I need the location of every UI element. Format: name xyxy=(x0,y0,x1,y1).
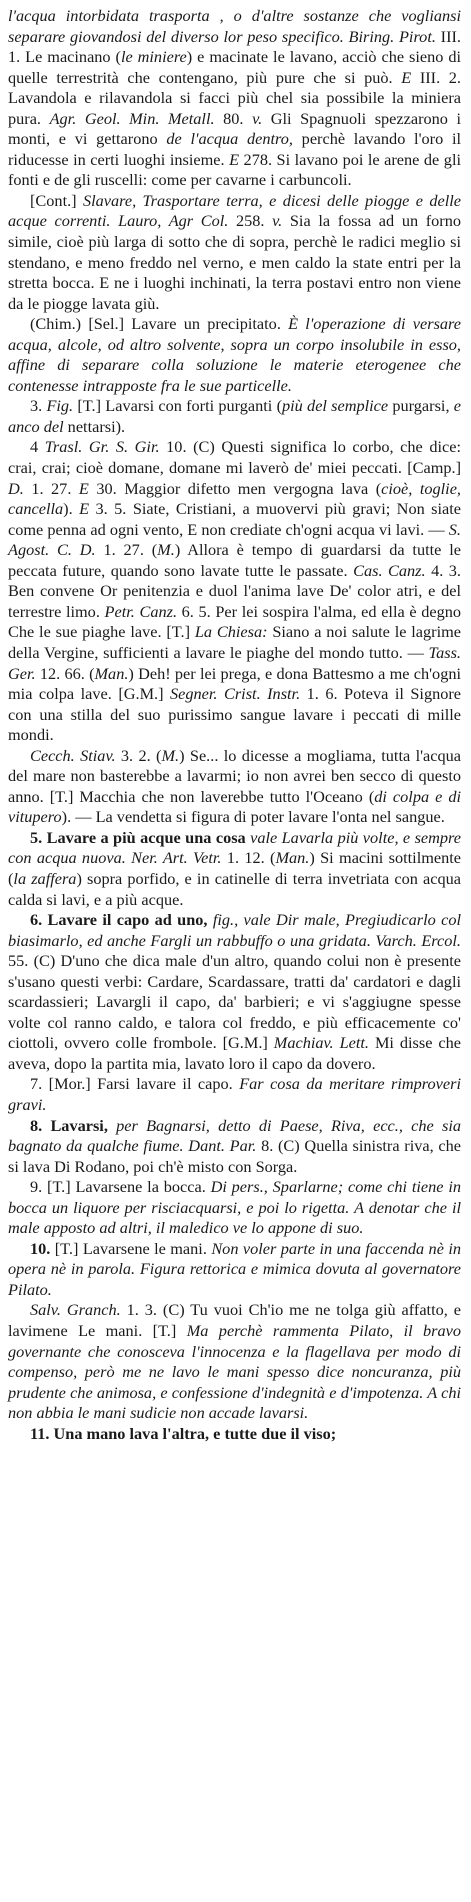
text-run: 278. Si lavano poi le arene de gli fonti e de gli ruscelli: come per cavarne i carbuncoli. xyxy=(8,149,461,190)
text-run: 4. 3. Ben convene Or penitenzia e duol l'anima lave De' color atri, e del terrestre limo. xyxy=(8,560,462,621)
entry-paragraph xyxy=(8,437,461,745)
text-run: III. 2. Lavandola e rilavandola si facci più chel sia possibile la miniera pura. xyxy=(8,67,461,128)
italic-text: la zaffera xyxy=(13,868,77,888)
text-run: purgarsi, xyxy=(388,396,454,416)
text-run: perchè lavando l'oro il riducesse in certi luoghi insieme. xyxy=(8,129,461,169)
text-run: 55. (C) D'uno che dica male d'un altro, quando colui non è presente s'usano questi verbi: Cardare, Scardassare, tratti da' cardatori e dagli scardassieri; Lavargli il capo, da' barbieri; e vi s'aggiugne spesse volte col ranno caldo, e talora col freddo, e più efficacemente co' ciottoli, ovvero colle frombole. [G.M.] xyxy=(8,951,461,1053)
text-run: III. 1. Le macinano ( xyxy=(8,26,462,67)
italic-text: cioè, toglie, cancella xyxy=(8,478,461,519)
text-run: [T.] Lavarsi con forti purganti ( xyxy=(73,396,282,416)
italic-text: Non voler parte in una faccenda nè in opera nè in parola. Figura rettorica e mimica dovuta al governatore Pilato. xyxy=(8,1238,461,1299)
text-run: Sia la fossa ad un forno simile, cioè più larga di sotto che di sopra, perchè le radici meglio si stendano, e meno freddo nel verno, e men caldo la state entri per la stretta bocca. E ne i luoghi inchinati, la terra postavi entro non viene da le piogge lavata giù. xyxy=(8,211,461,313)
text-run: nettarsi). xyxy=(63,416,126,436)
italic-text: e anco del xyxy=(8,396,461,436)
text-run: 80. xyxy=(214,108,253,128)
entry-paragraph xyxy=(8,828,461,910)
text-run: 1. 27. ( xyxy=(95,540,158,560)
italic-text: Machiav. Lett. xyxy=(273,1033,369,1053)
italic-text: Cas. Canz. xyxy=(353,560,426,580)
italic-text: Petr. Canz. xyxy=(104,601,178,621)
italic-text: le miniere xyxy=(120,47,187,67)
text-run: 30. Maggior difetto men vergogna lava ( xyxy=(88,478,382,498)
text-run: 1. 3. (C) Tu vuoi Ch'io me ne tolga giù affatto, e lavimene Le mani. [T.] xyxy=(8,1300,461,1340)
italic-text: Agr. Geol. Min. Metall. xyxy=(49,108,215,128)
italic-text: fig., vale Dir male, Pregiudicarlo col biasimarlo, ed anche Fargli un rabbuffo o una gridata. Varch. Ercol. xyxy=(8,910,461,950)
italic-text: M. xyxy=(157,540,175,560)
text-run: Mi disse che aveva, dopo la partita mia, lavato loro il capo da dovero. xyxy=(8,1033,462,1073)
italic-text: È l'operazione di versare acqua, alcole, od altro solvente, sopra un corpo insolubile in esso, affine di separare colla soluzione le materie eterogenee che contenesse intrapposte fra le sue particelle. xyxy=(8,314,462,395)
text-run: ) Deh! per lei prega, e dona Battesmo a me ch'ogni mia colpa lave. [G.M.] xyxy=(8,663,461,704)
entry-paragraph xyxy=(8,746,461,828)
text-run: Siano a noi salute le lagrime della Vergine, sufficienti a lavare le piaghe del mondo tutto. — xyxy=(8,622,461,662)
text-run: 1. 12. ( xyxy=(221,848,276,868)
text-run: ). — La vendetta si figura di poter lavare l'onta nel sangue. xyxy=(61,807,445,827)
entry-paragraph xyxy=(8,314,461,396)
text-run: ). xyxy=(63,499,80,519)
italic-text: Far cosa da meritare rimproveri gravi. xyxy=(8,1074,461,1114)
italic-text: Tass. Ger. xyxy=(8,642,461,683)
text-run: ) Se... lo dicesse a mogliama, tutta l'acqua del mare non basterebbe a lavarmi; io non avrei ben secco di questo anno. [T.] Macchia che non laverebbe tutto l'Oceano ( xyxy=(8,745,461,806)
italic-text: Di pers., Sparlarne; come chi tiene in bocca un liquore per risciacquarsi, e poi lo rigetta. A denotar che il male apposto ad altri, il maledico ve lo appone di suo. xyxy=(8,1177,461,1238)
italic-text: E xyxy=(229,149,240,169)
text-run: ) sopra porfido, e in catinelle di terra invetriata con acqua calda si lavi, e a più acque. xyxy=(8,868,461,909)
italic-text: Salv. Granch. xyxy=(30,1300,121,1320)
entry-paragraph xyxy=(8,1116,461,1178)
text-run: 6. 5. Per lei sospira l'alma, ed ella è degno Che le sue piaghe lave. [T.] xyxy=(8,601,461,642)
text-run: 3. xyxy=(30,396,47,416)
italic-text: di colpa e di vitupero xyxy=(8,786,462,827)
text-run: ) Si macini sottilmente ( xyxy=(8,848,462,888)
italic-text: de l'acqua dentro, xyxy=(166,129,293,149)
text-run: ) Allora è tempo di guardarsi da tutte le peccata future, quando sono lavate tutte le passate. xyxy=(8,540,461,580)
entry-paragraph xyxy=(8,396,461,437)
italic-text: vale Lavarla più volte, e sempre con acqua nuova. Ner. Art. Vetr. xyxy=(8,827,461,868)
italic-text: v. xyxy=(272,211,283,231)
italic-text: per Bagnarsi, detto di Paese, Riva, ecc., che sia bagnato da qualche fiume. Dant. Par. xyxy=(8,1115,461,1156)
text-run: 12. 66. ( xyxy=(35,663,95,683)
italic-text: Ma perchè rammenta Pilato, il bravo governante che conosceva l'innocenza e la flagellava per modo di compenso, però me ne lavo le mani spesso dice noncuranza, più prudente che animosa, e confessione d'indegnità e d'impotenza. A chi non abbia le mani sudicie non accade lavarsi. xyxy=(8,1321,461,1423)
entry-paragraph xyxy=(8,1074,461,1115)
bold-text: 8. Lavarsi, xyxy=(30,1115,108,1135)
entry-paragraph xyxy=(8,6,461,191)
text-run: 4 xyxy=(30,437,45,457)
italic-text: l'acqua intorbidata trasporta , o d'altre sostanze che vogliansi separare giovandosi del diverso lor peso specifico. Biring. Pirot. xyxy=(8,6,461,46)
italic-text: Segner. Crist. Instr. xyxy=(170,684,301,704)
text-run: 10. (C) Questi significa lo corbo, che dice: crai, crai; cioè domane, domane mi laverò de' miei peccati. [Camp.] xyxy=(8,437,461,478)
italic-text: D. xyxy=(8,478,24,498)
text-run: 9. [T.] Lavarsene la bocca. xyxy=(30,1177,211,1197)
italic-text: Trasl. Gr. S. Gir. xyxy=(44,437,160,457)
entry-paragraph xyxy=(8,1424,461,1445)
text-run: 3. 5. Siate, Cristiani, a muovervi più gravi; Non siate come penna ad ogni vento, E non crediate ch'ogni acqua vi lavi. — xyxy=(8,499,462,539)
text-run: 1. 6. Poteva il Signore con una stilla del suo purissimo sangue lavare i peccati di mille mondi. xyxy=(8,684,462,745)
italic-text: v. xyxy=(252,108,263,128)
italic-text: S. Agost. C. D. xyxy=(8,519,461,560)
entry-paragraph xyxy=(8,1239,461,1301)
entry-paragraph xyxy=(8,1300,461,1423)
italic-text: E xyxy=(78,478,89,498)
text-run: 7. [Mor.] Farsi lavare il capo. xyxy=(30,1074,240,1094)
italic-text: E xyxy=(79,499,90,519)
text-run: Gli Spagnuoli spezzarono i monti, e vi gettarono xyxy=(8,108,462,149)
text-run: [T.] Lavarsene le mani. xyxy=(50,1238,212,1258)
italic-text: Cecch. Stiav. xyxy=(30,745,116,765)
bold-text: 11. Una mano lava l'altra, e tutte due il viso; xyxy=(30,1423,337,1443)
italic-text: più del semplice xyxy=(282,396,389,416)
text-run: 3. 2. ( xyxy=(115,745,162,765)
bold-text: 6. Lavare il capo ad uno, xyxy=(30,910,208,930)
text-run: [Cont.] xyxy=(30,190,83,210)
italic-text: Man. xyxy=(275,848,310,868)
italic-text: Fig. xyxy=(46,396,74,416)
text-run: 8. (C) Quella sinistra riva, che si lava Di Rodano, poi ch'è misto con Sorga. xyxy=(8,1136,461,1176)
text-run: (Chim.) [Sel.] Lavare un precipitato. xyxy=(30,314,289,334)
bold-text: 10. xyxy=(30,1238,51,1258)
entry-paragraph xyxy=(8,910,461,1074)
text-run: 1. 27. xyxy=(23,478,79,498)
entry-paragraph xyxy=(8,1177,461,1239)
text-run: 258. xyxy=(228,211,273,231)
italic-text: La Chiesa: xyxy=(194,622,268,642)
italic-text: Man. xyxy=(94,663,129,683)
entry-paragraph xyxy=(8,191,461,314)
text-run: ) e macinate le lavano, acciò che sieno di quelle terrestrità che contengano, più pure che si può. xyxy=(8,47,462,87)
italic-text: M. xyxy=(161,745,180,765)
bold-text: 5. Lavare a più acque una cosa xyxy=(30,827,246,847)
italic-text: Slavare, Trasportare terra, e dicesi delle piogge e delle acque correnti. Lauro, Agr Col. xyxy=(8,190,461,231)
italic-text: E xyxy=(401,67,412,87)
